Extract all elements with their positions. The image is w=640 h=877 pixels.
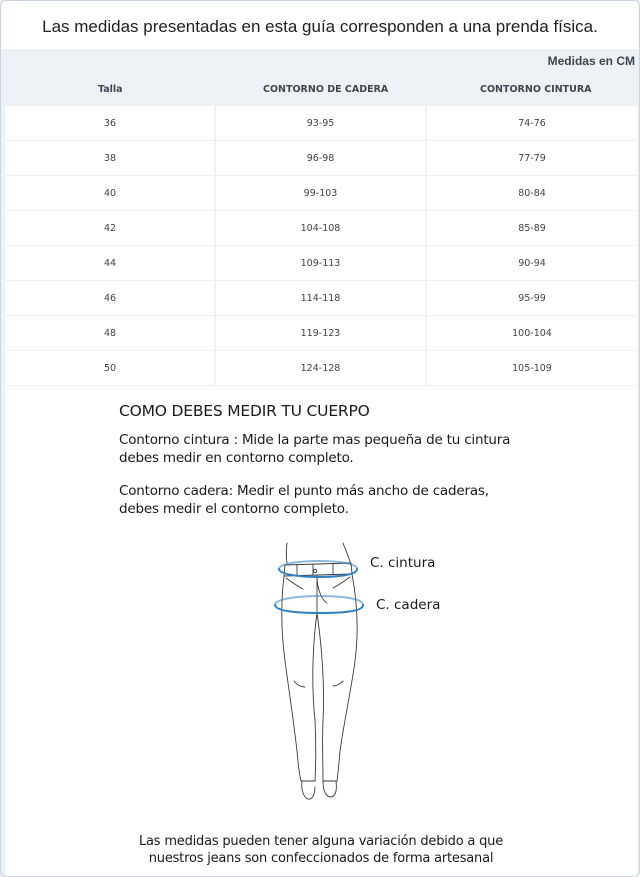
hip-cell: 96-98 <box>216 141 425 175</box>
hip-cell: 124-128 <box>216 351 425 385</box>
size-cell: 44 <box>5 246 214 280</box>
size-cell: 42 <box>5 211 214 245</box>
waist-cell: 77-79 <box>427 141 637 175</box>
hip-cell: 93-95 <box>216 106 425 140</box>
waist-label: C. cintura <box>370 555 436 571</box>
hip-label: C. cadera <box>376 597 441 613</box>
table-row <box>5 211 637 246</box>
table-row <box>5 176 637 211</box>
header-hip: CONTORNO DE CADERA <box>263 84 389 95</box>
table-row <box>5 351 637 386</box>
hip-cell: 114-118 <box>216 281 425 315</box>
hip-instructions: Contorno cadera: Medir el punto más ancho de caderas, debes medir el contorno completo. <box>119 483 489 517</box>
hip-cell: 104-108 <box>216 211 425 245</box>
table-row <box>5 106 637 141</box>
size-cell: 40 <box>5 176 214 210</box>
jeans-measurement-illustration <box>267 541 377 803</box>
size-table <box>5 106 637 386</box>
header-waist: CONTORNO CINTURA <box>480 84 592 95</box>
unit-label: Medidas en CM <box>547 54 635 68</box>
table-header <box>5 71 637 105</box>
hip-cell: 109-113 <box>216 246 425 280</box>
waist-cell: 80-84 <box>427 176 637 210</box>
size-cell: 38 <box>5 141 214 175</box>
size-cell: 46 <box>5 281 214 315</box>
waist-cell: 90-94 <box>427 246 637 280</box>
table-row <box>5 141 637 176</box>
waist-instructions: Contorno cintura : Mide la parte mas pequeña de tu cintura debes medir en contorno completo. <box>119 432 511 466</box>
size-cell: 36 <box>5 106 214 140</box>
waist-cell: 95-99 <box>427 281 637 315</box>
hip-cell: 119-123 <box>216 316 425 350</box>
table-row <box>5 281 637 316</box>
size-cell: 50 <box>5 351 214 385</box>
waist-cell: 100-104 <box>427 316 637 350</box>
size-cell: 48 <box>5 316 214 350</box>
waist-cell: 85-89 <box>427 211 637 245</box>
notice-banner: Las medidas presentadas en esta guía corresponden a una prenda física. <box>1 1 639 51</box>
table-row <box>5 316 637 351</box>
waist-cell: 74-76 <box>427 106 637 140</box>
table-row <box>5 246 637 281</box>
header-size: Talla <box>98 84 123 95</box>
guide-title: COMO DEBES MEDIR TU CUERPO <box>119 402 370 420</box>
waist-cell: 105-109 <box>427 351 637 385</box>
footer-note: Las medidas pueden tener alguna variación debido a que nuestros jeans son confeccionados de forma artesanal <box>139 834 503 866</box>
hip-cell: 99-103 <box>216 176 425 210</box>
